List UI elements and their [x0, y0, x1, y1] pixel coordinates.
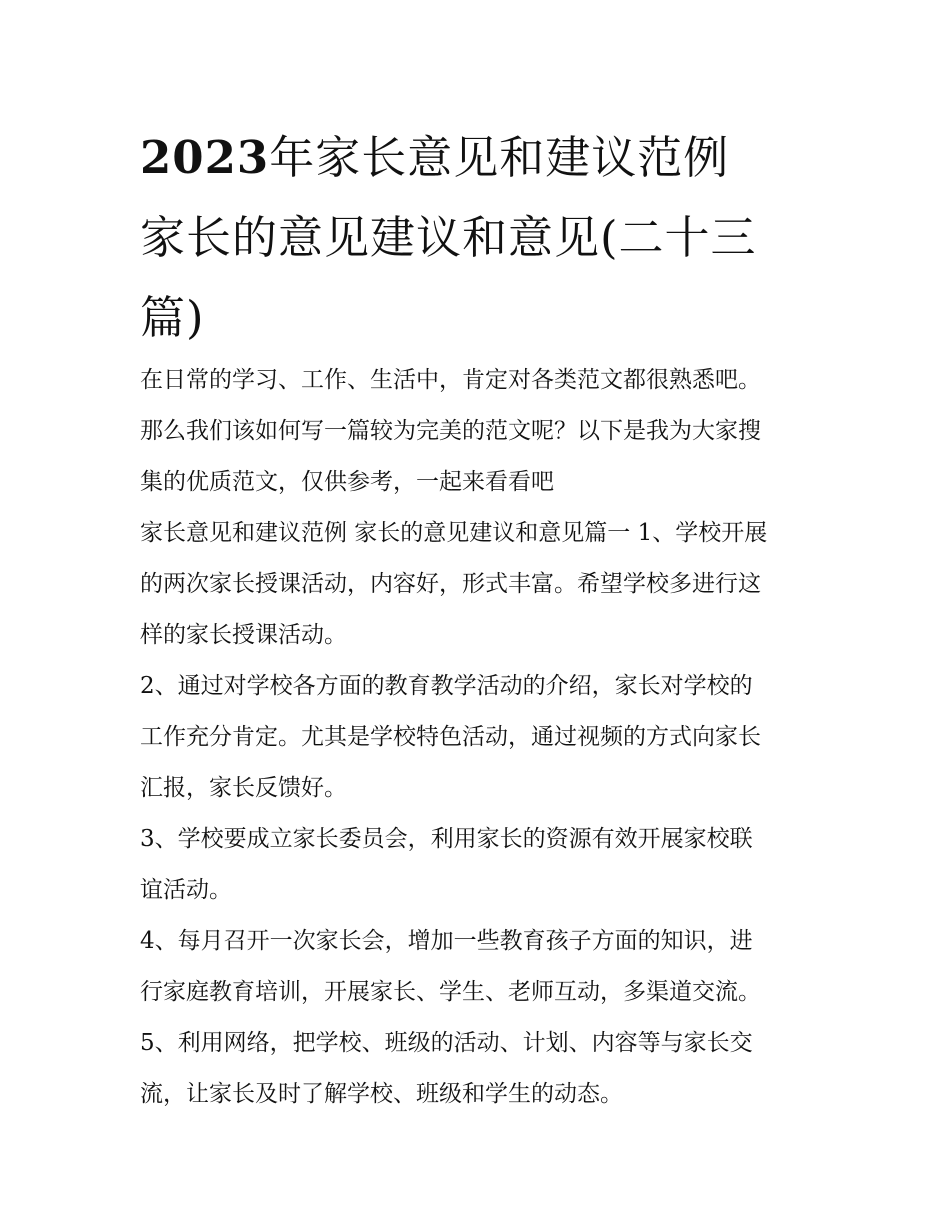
title-line-1-text: 年家长意见和建议范例 [269, 131, 730, 184]
intro-line: 在日常的学习、工作、生活中，肯定对各类范文都很熟悉吧。 [140, 367, 761, 393]
body-line: 汇报，家长反馈好。 [140, 775, 347, 801]
body-line: 行家庭教育培训，开展家长、学生、老师互动，多渠道交流。 [140, 979, 761, 1005]
body-line: 2、通过对学校各方面的教育教学活动的介绍，家长对学校的 [140, 673, 753, 699]
body-line: 谊活动。 [140, 877, 232, 903]
body-line: 4、每月召开一次家长会，增加一些教育孩子方面的知识，进 [140, 928, 753, 954]
body-line: 家长意见和建议范例 家长的意见建议和意见篇一 1、学校开展 [140, 520, 768, 546]
title-line-1 [140, 118, 840, 198]
title-year: 2023 [140, 131, 270, 184]
body-line: 工作充分肯定。尤其是学校特色活动，通过视频的方式向家长 [140, 724, 761, 750]
body-line: 5、利用网络，把学校、班级的活动、计划、内容等与家长交 [140, 1030, 753, 1056]
intro-line: 那么我们该如何写一篇较为完美的范文呢？以下是我为大家搜 [140, 418, 761, 444]
intro-line: 集的优质范文，仅供参考，一起来看看吧 [140, 469, 554, 495]
title-line-2: 家长的意见建议和意见(二十三 [140, 211, 757, 264]
body-line: 3、学校要成立家长委员会，利用家长的资源有效开展家校联 [140, 826, 753, 852]
title-line-3: 篇) [140, 291, 205, 344]
body-line: 流，让家长及时了解学校、班级和学生的动态。 [140, 1081, 623, 1107]
body-line: 的两次家长授课活动，内容好，形式丰富。希望学校多进行这 [140, 571, 761, 597]
document-body [140, 355, 830, 1120]
body-line: 样的家长授课活动。 [140, 622, 347, 648]
document-title [140, 118, 840, 358]
